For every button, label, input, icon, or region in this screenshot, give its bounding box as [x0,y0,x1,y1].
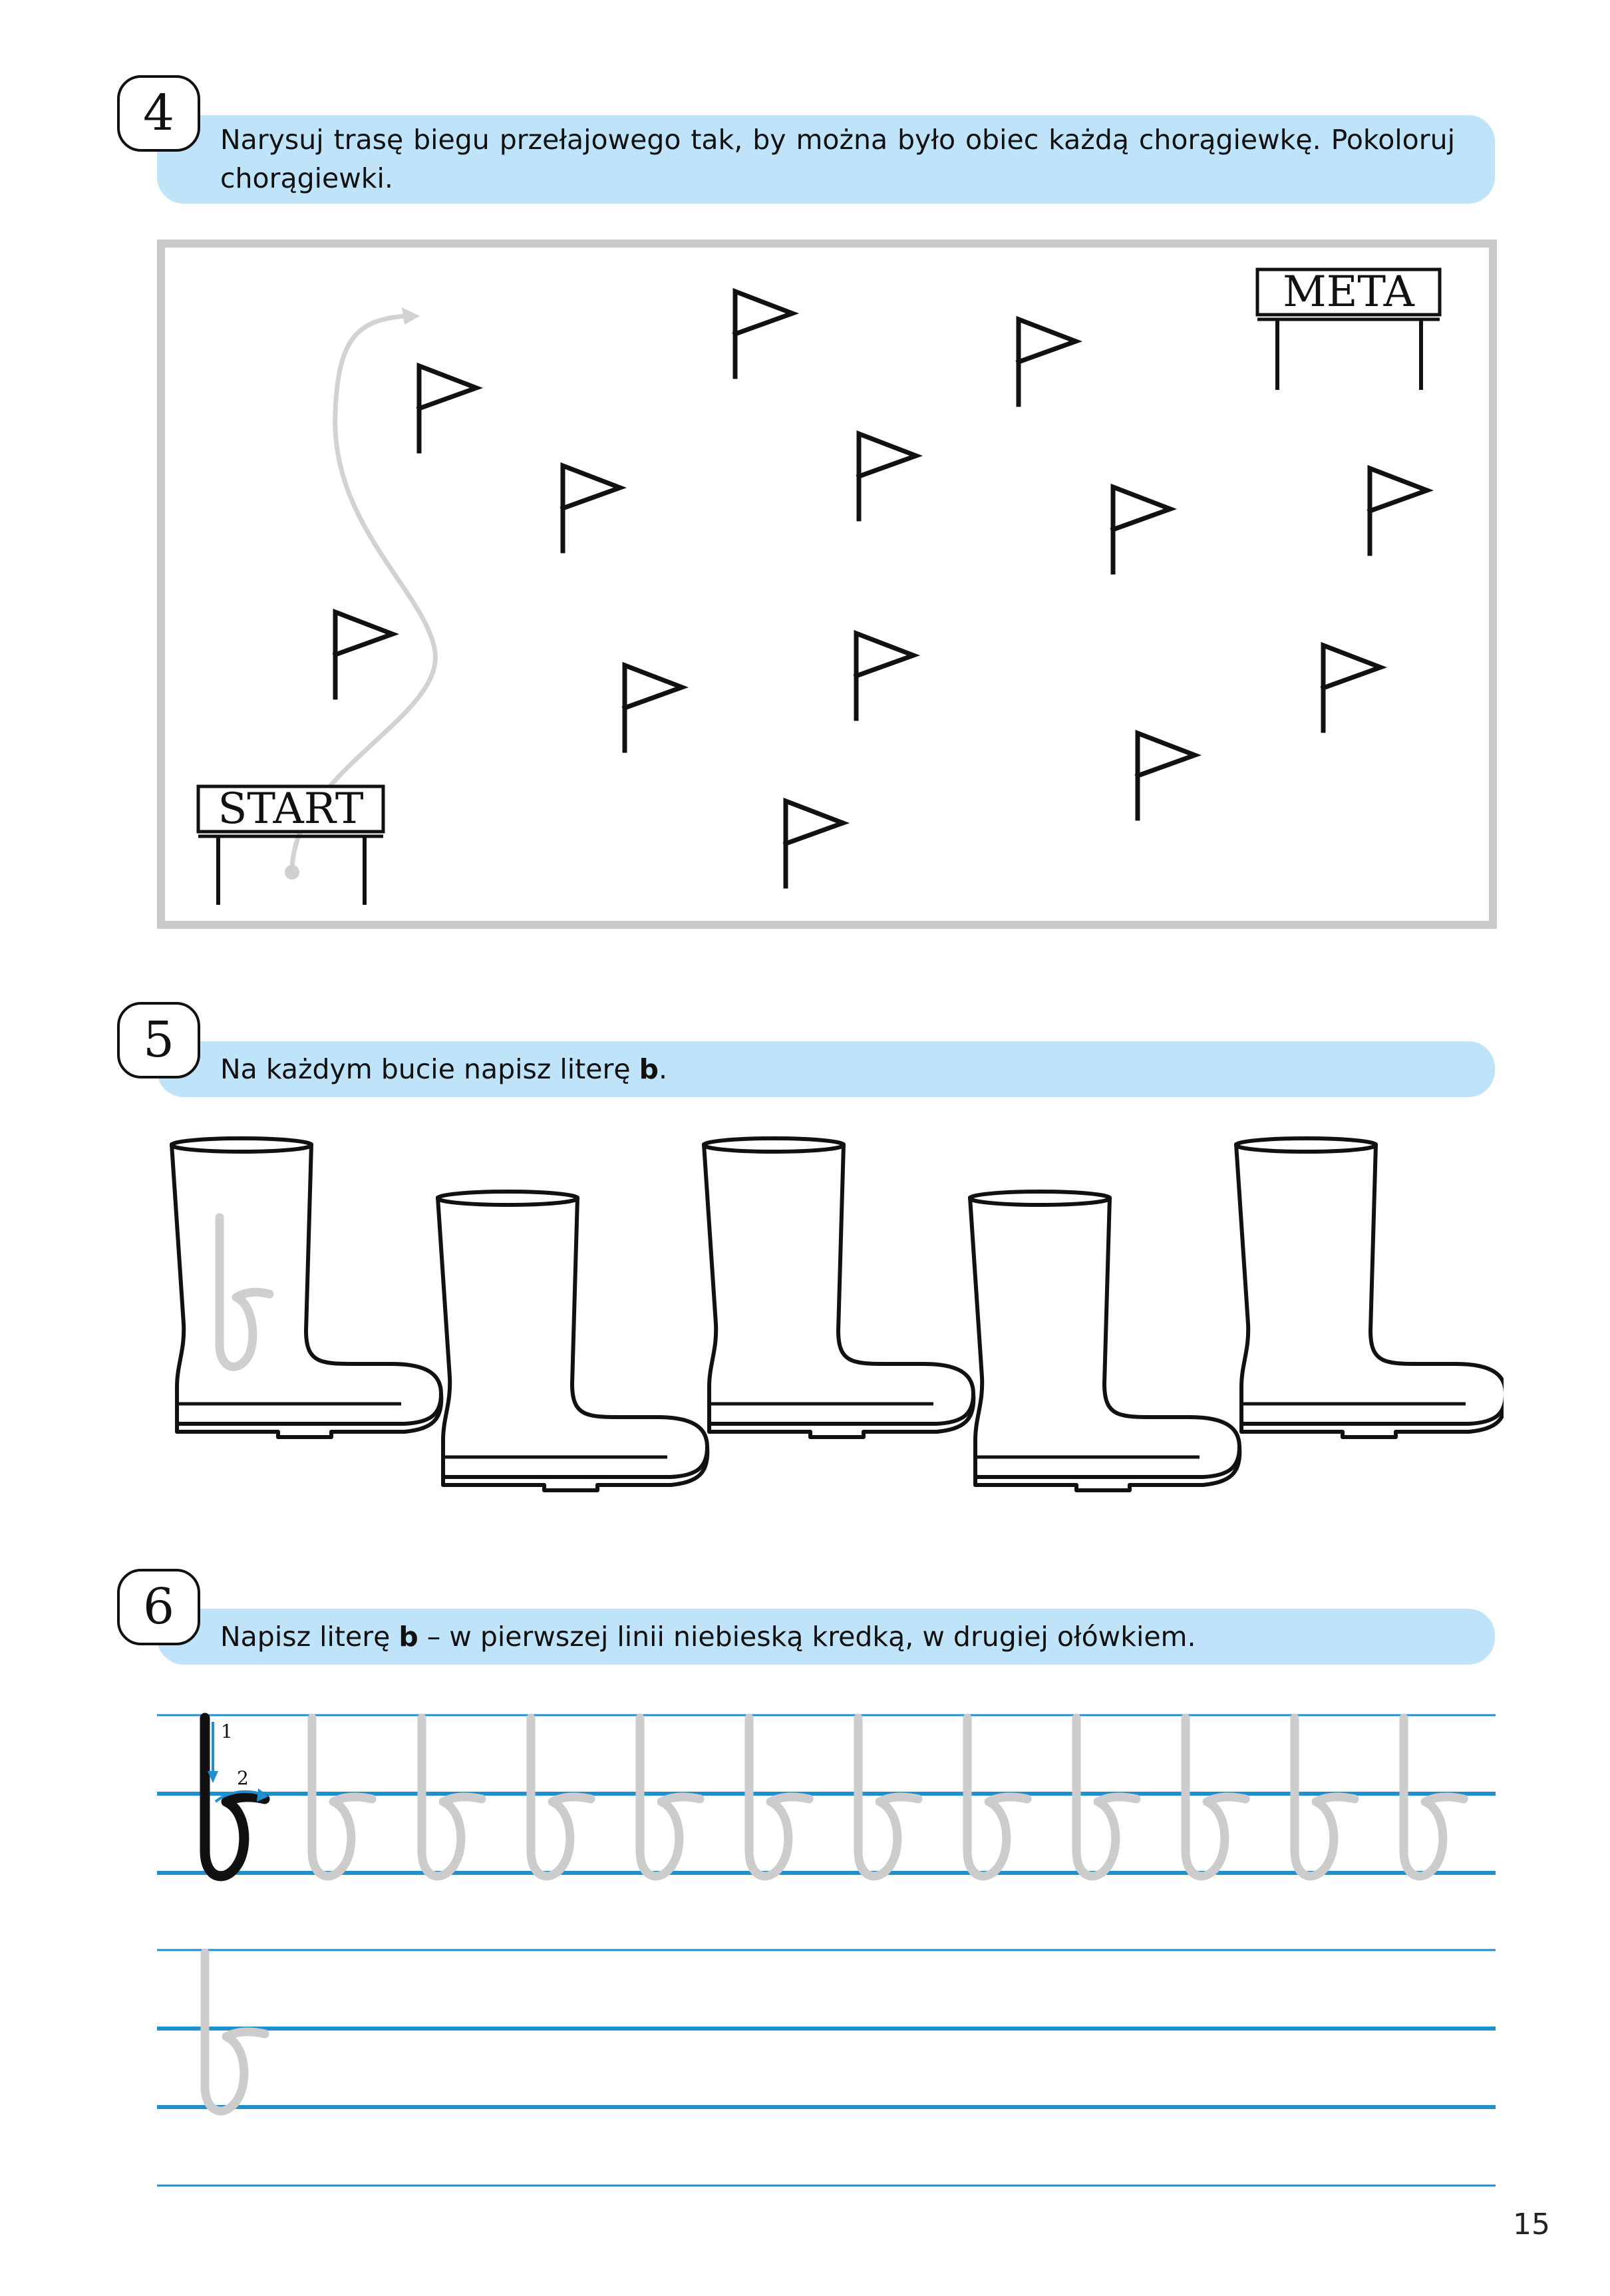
exercise-5-instruction-suffix: . [658,1053,668,1085]
exercise-6-instruction-prefix: Napisz literę [220,1621,399,1653]
exercise-5-instruction-band [157,1041,1495,1097]
boot-icon [970,1192,1239,1490]
exercise-5-instruction-prefix: Na każdym bucie napisz literę [220,1053,639,1085]
boot-icon [172,1138,441,1437]
trace-letter-b [531,1718,591,1876]
trace-letter-b [1186,1718,1245,1876]
trace-letter-b [1404,1718,1464,1876]
trace-letter-b [1295,1718,1355,1876]
trace-letter-b [749,1718,809,1876]
exercise-5-instruction-letter: b [639,1053,659,1085]
trace-letter-b [205,1953,265,2111]
start-sign-label: START [218,784,364,834]
handwriting-lines [157,1690,1501,2196]
race-map [157,240,1501,931]
boot-icon [1236,1138,1504,1437]
exercise-4-instruction: Narysuj trasę biegu przełajowego tak, by można było obiec każdą chorągiewkę. Pokoloruj chorągiewki. [220,124,1455,194]
trace-letter-b [858,1718,918,1876]
page-number: 15 [1513,2208,1550,2241]
exercise-4-instruction-band [157,115,1495,204]
trace-letter-b [1076,1718,1136,1876]
boots-row [146,1124,1504,1510]
boot-icon [438,1192,707,1490]
trace-letter-b [422,1718,482,1876]
finish-sign-label: META [1283,267,1414,317]
exercise-6-instruction-suffix: – w pierwszej linii niebieską kredką, w drugiej ołówkiem. [418,1621,1196,1653]
trace-letter-b [640,1718,700,1876]
exercise-6-instruction-band [157,1609,1495,1665]
exercise-4-number: 4 [117,75,200,152]
exercise-6-number: 6 [117,1569,200,1645]
boot-icon [704,1138,973,1437]
exercise-6-instruction-letter: b [399,1621,418,1653]
stroke-2-label: 2 [237,1767,249,1789]
example-route-start-dot [285,865,299,880]
trace-letter-b [967,1718,1027,1876]
stroke-1-label: 1 [221,1721,233,1742]
exercise-5-number: 5 [117,1002,200,1078]
trace-letter-b [312,1718,372,1876]
